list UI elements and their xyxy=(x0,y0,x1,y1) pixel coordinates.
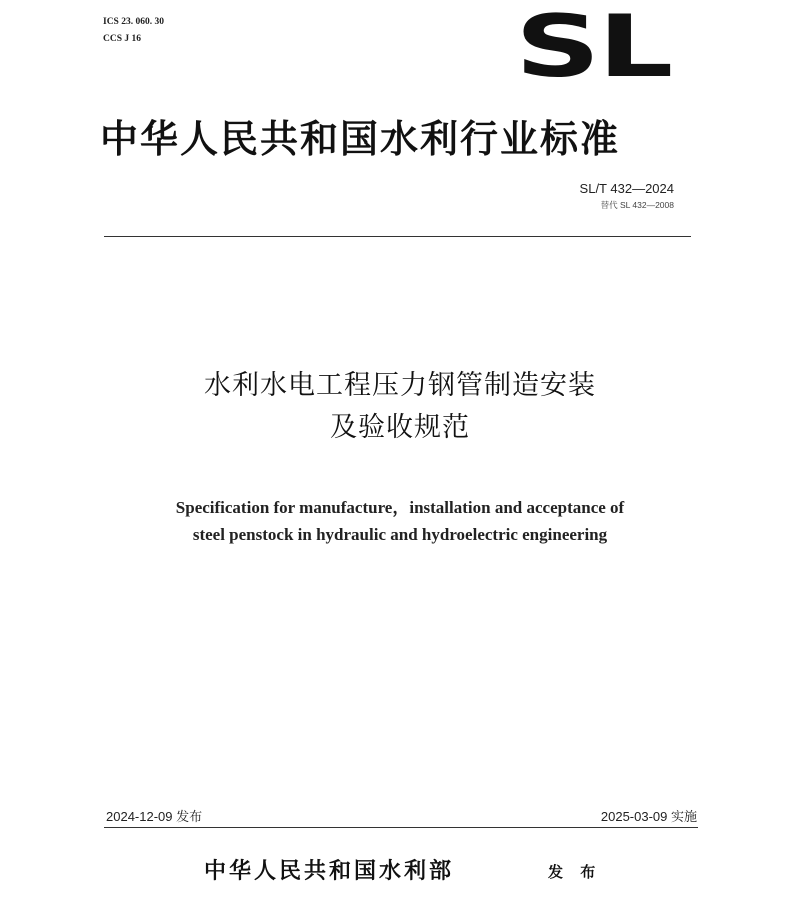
standard-number-block xyxy=(580,180,674,212)
standard-number: SL/T 432—2024 xyxy=(579,181,674,196)
replaces-standard: 替代 SL 432—2008 xyxy=(600,200,674,210)
english-title-line-2: steel penstock in hydraulic and hydroelectric engineering xyxy=(192,525,608,544)
publisher-name: 中华人民共和国水利部 xyxy=(204,858,455,884)
issuing-authority-title: 中华人民共和国水利行业标准 xyxy=(100,116,621,161)
publish-label: 发 布 xyxy=(548,863,602,881)
classification-codes xyxy=(103,14,164,48)
sl-logo: SL xyxy=(515,0,671,97)
chinese-title-line-2: 及验收规范 xyxy=(330,412,470,443)
chinese-title xyxy=(0,365,800,449)
english-title xyxy=(0,494,800,548)
chinese-title-line-1: 水利水电工程压力钢管制造安装 xyxy=(204,370,596,401)
implementation-date: 2025-03-09 实施 xyxy=(600,809,697,824)
bottom-divider xyxy=(104,827,698,828)
issue-date: 2024-12-09 发布 xyxy=(106,809,203,824)
top-divider xyxy=(104,236,691,237)
english-title-line-1: Specification for manufacture，installation and acceptance of xyxy=(175,498,625,517)
ccs-code: CCS J 16 xyxy=(103,34,142,44)
ics-code: ICS 23. 060. 30 xyxy=(103,17,164,27)
